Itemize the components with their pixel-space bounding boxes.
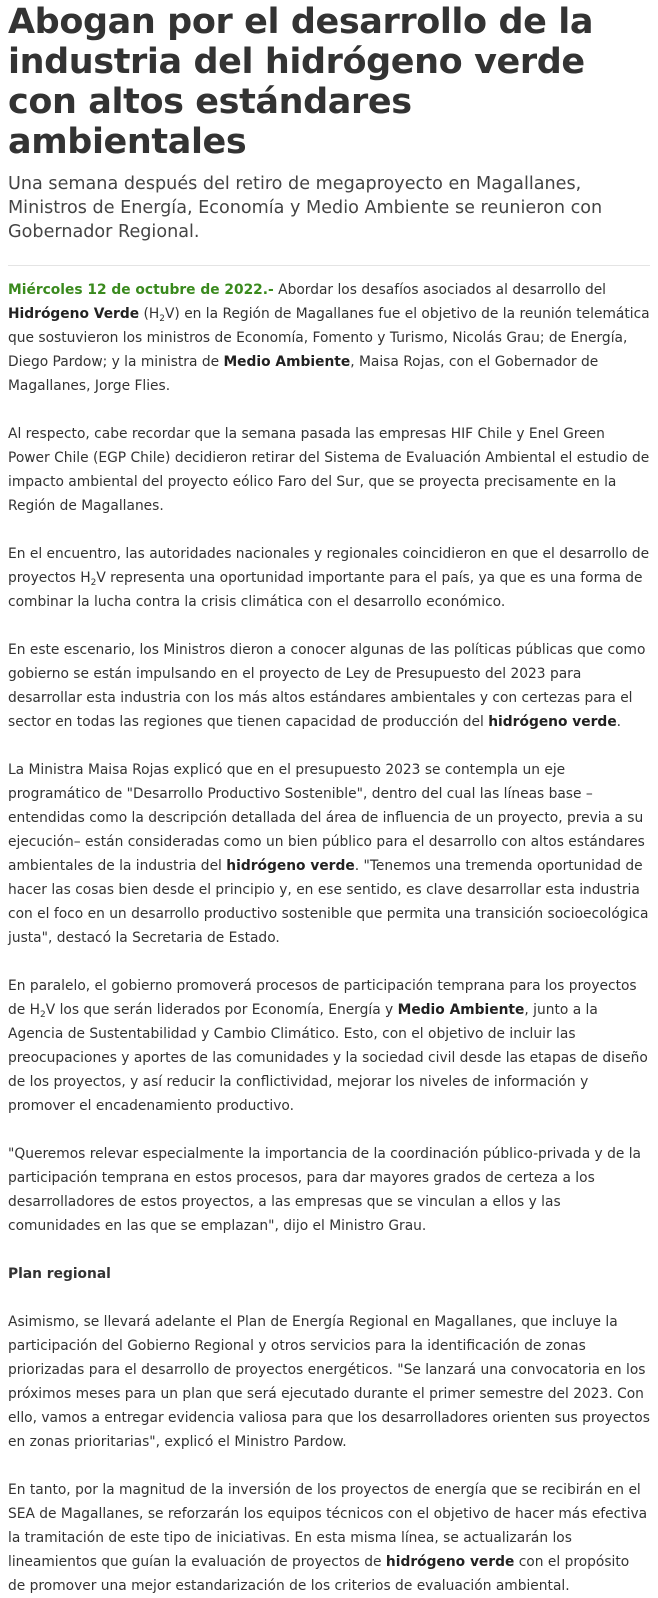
paragraph-1	[8, 278, 650, 398]
keyword-hidrogeno-verde: hidrógeno verde	[385, 1554, 515, 1570]
subscript: 2	[159, 314, 165, 324]
text: Abordar los desafíos asociados al desarrollo del	[273, 282, 607, 298]
text: , junto a la Agencia de Sustentabilidad y Cambio Climático. Esto, con el objetivo de incluir las preocupaciones y aportes de las comunidades y la sociedad civil desde las etapas de diseño de los proyectos, y así reducir la conflictividad, mejorar los niveles de información y promover el encadenamiento productivo.	[8, 1002, 648, 1114]
article-subheadline: Una semana después del retiro de megaproyecto en Magallanes, Ministros de Energía, Economía y Medio Ambiente se reunieron con Gobernador Regional.	[8, 174, 603, 242]
paragraph-9	[8, 1478, 650, 1598]
section-title: Plan regional	[8, 1266, 111, 1282]
paragraph-7: "Queremos relevar especialmente la importancia de la coordinación público-privada y de la participación temprana en estos procesos, para dar mayores grados de certeza a los desarrolladores de estos proyectos, a las empresas que se vinculan a ellos y las comunidades en las que se emplazan", dijo el Ministro Grau.	[8, 1146, 641, 1234]
divider	[8, 265, 650, 266]
keyword-medio-ambiente: Medio Ambiente	[223, 354, 351, 370]
text: En el encuentro, las autoridades nacionales y regionales coincidieron en que el desarrollo de proyectos H	[8, 546, 650, 586]
subscript: 2	[40, 1010, 46, 1020]
text: . "Tenemos una tremenda oportunidad de hacer las cosas bien desde el principio y, en ese sentido, es clave desarrollar esta industria con el foco en un desarrollo productivo sostenible que permita una transición socioecológica justa", destacó la Secretaria de Estado.	[8, 858, 649, 946]
keyword-hidrogeno-verde: Hidrógeno Verde	[8, 306, 140, 322]
keyword-medio-ambiente: Medio Ambiente	[397, 1002, 525, 1018]
text: con el propósito de promover una mejor estandarización de los criterios de evaluación ambiental.	[8, 1554, 630, 1594]
subscript: 2	[90, 578, 97, 588]
text: .	[616, 714, 622, 730]
article-headline: Abogan por el desarrollo de la industria del hidrógeno verde con altos estándares ambientales	[8, 2, 594, 162]
dateline: Miércoles 12 de octubre de 2022.-	[8, 282, 274, 298]
paragraph-2: Al respecto, cabe recordar que la semana pasada las empresas HIF Chile y Enel Green Power Chile (EGP Chile) decidieron retirar del Sistema de Evaluación Ambiental el estudio de impacto ambiental del proyecto eólico Faro del Sur, que se proyecta precisamente en la Región de Magallanes.	[8, 426, 650, 514]
paragraph-8: Asimismo, se llevará adelante el Plan de Energía Regional en Magallanes, que incluye la participación del Gobierno Regional y otros servicios para la identificación de zonas priorizadas para el desarrollo de proyectos energéticos. "Se lanzará una convocatoria en los próximos meses para un plan que será ejecutado durante el primer semestre del 2023. Con ello, vamos a entregar evidencia valiosa para que los desarrolladores orienten sus proyectos en zonas prioritarias", explicó el Ministro Pardow.	[8, 1314, 650, 1450]
keyword-hidrogeno-verde: hidrógeno verde	[488, 714, 617, 730]
paragraph-6	[8, 974, 650, 1118]
text: En tanto, por la magnitud de la inversión de los proyectos de energía que se recibirán en el SEA de Magallanes, se reforzarán los equipos técnicos con el objetivo de hacer más efectiva la tramitación de este tipo de iniciativas. En esta misma línea, se actualizarán los lineamientos que guían la evaluación de proyectos de	[8, 1482, 648, 1570]
text: , Maisa Rojas, con el Gobernador de Magallanes, Jorge Flies.	[8, 354, 599, 394]
article-body	[8, 278, 650, 1598]
text: En este escenario, los Ministros dieron a conocer algunas de las políticas públicas que como gobierno se están impulsando en el proyecto de Ley de Presupuesto del 2023 para desarrollar esta industria con los más altos estándares ambientales y con certezas para el sector en todas las regiones que tienen capacidad de producción del	[8, 642, 646, 730]
text: La Ministra Maisa Rojas explicó que en el presupuesto 2023 se contempla un eje programático de "Desarrollo Productivo Sostenible", dentro del cual las líneas base –entendidas como la descripción detallada del área de influencia de un proyecto, previa a su ejecución– están consideradas como un bien público para el desarrollo con altos estándares ambientales de la industria del	[8, 762, 645, 874]
text: V representa una oportunidad importante para el país, ya que es una forma de combinar la lucha contra la crisis climática con el desarrollo económico.	[8, 570, 643, 610]
paragraph-4	[8, 638, 650, 734]
text: V los que serán liderados por Economía, Energía y	[45, 1002, 398, 1018]
paragraph-5	[8, 758, 650, 950]
text: V) en la Región de Magallanes fue el objetivo de la reunión telemática que sostuvieron los ministros de Economía, Fomento y Turismo, Nicolás Grau; de Energía, Diego Pardow; y la ministra de	[8, 306, 650, 370]
keyword-hidrogeno-verde: hidrógeno verde	[226, 858, 355, 874]
text: En paralelo, el gobierno promoverá procesos de participación temprana para los proyectos de H	[8, 978, 637, 1018]
text: (H	[139, 306, 160, 322]
paragraph-3	[8, 542, 650, 614]
